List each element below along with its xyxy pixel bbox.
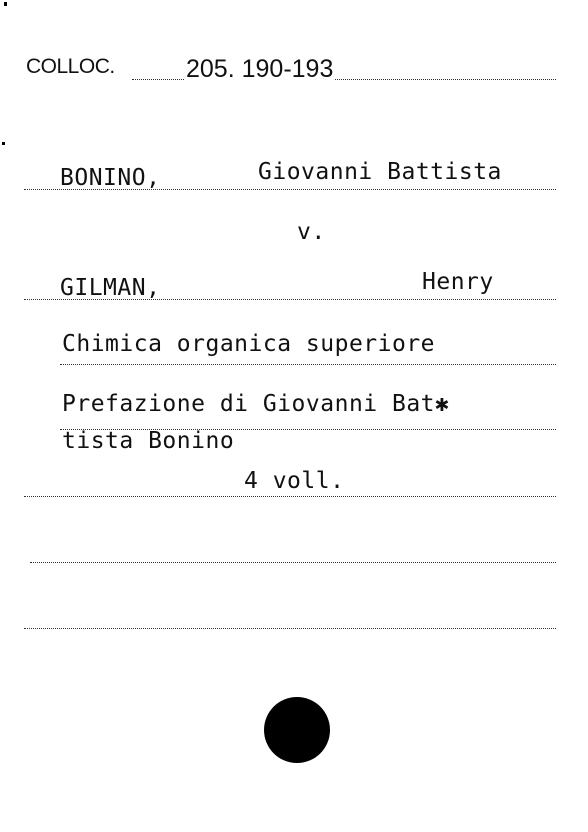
title-line: Chimica organica superiore [62, 331, 436, 357]
note-line-1: Prefazione di Giovanni Bat✱ [62, 391, 450, 417]
colloc-label: COLLOC. [26, 55, 115, 78]
note-line-2: tista Bonino [62, 428, 235, 454]
ink-speck [2, 142, 5, 145]
volumes-dotted-line [24, 496, 556, 497]
shelfmark: 205. 190-193 [186, 55, 334, 83]
blank-dotted-line [30, 562, 556, 563]
relation-marker: v. [297, 219, 326, 245]
author-surname: BONINO, [60, 165, 161, 191]
subject-surname: GILMAN, [60, 275, 161, 301]
blank-dotted-line [24, 628, 556, 629]
subject-forename: Henry [422, 269, 494, 295]
title-dotted-line [60, 364, 556, 365]
punch-hole [264, 697, 330, 763]
ink-speck [4, 2, 7, 6]
author-forenames: Giovanni Battista [258, 159, 502, 185]
volumes: 4 voll. [244, 468, 345, 494]
